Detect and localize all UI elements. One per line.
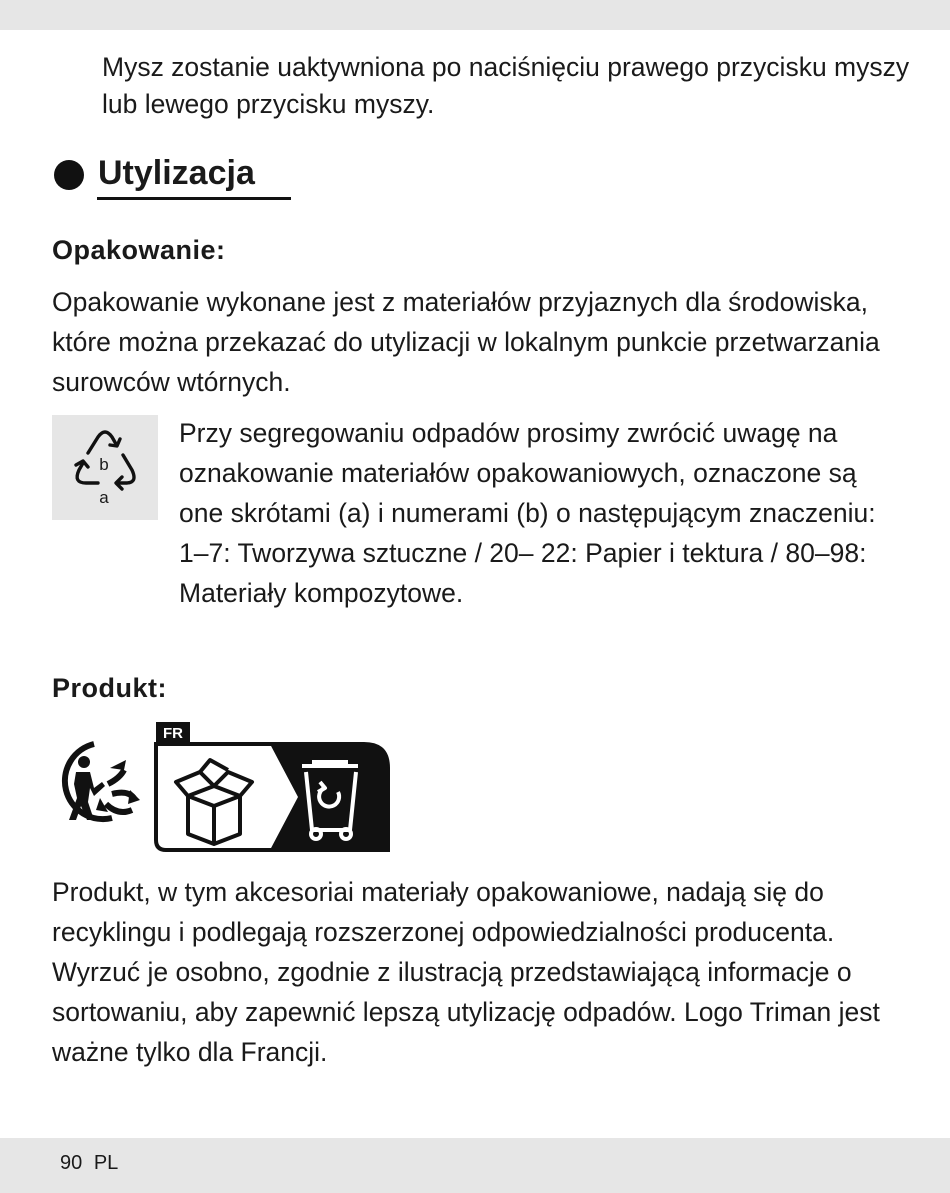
product-paragraph: Produkt, w tym akcesoriai materiały opakowaniowe, nadają się do recyklingu i podlegają rozszerzonej odpowiedzialności producenta. Wyrzuć je osobno, zgodnie z ilustracją przedstawiającą informacje o sortowaniu, aby zapewnić lepszą utylizację odpadów. Logo Triman jest ważne tylko dla Francji. bbox=[52, 877, 880, 1067]
bullet-dot-icon bbox=[54, 160, 84, 190]
sorting-paragraph: Przy segregowaniu odpadów prosimy zwrócić uwagę na oznakowanie materiałów opakowaniowych, oznaczone są one skrótami (a) i numerami (b) o następującym znaczeniu: 1–7: Tworzywa sztuczne / 20– 22: Papier i tektura / 80–98: Materiały kompozytowe. bbox=[179, 418, 876, 608]
section-title: Utylizacja bbox=[98, 154, 255, 192]
product-heading: Produkt: bbox=[52, 673, 167, 703]
page-number: 90 bbox=[60, 1152, 83, 1174]
packaging-heading: Opakowanie: bbox=[52, 235, 226, 265]
intro-paragraph: Mysz zostanie uaktywniona po naciśnięciu prawego przycisku myszy lub lewego przycisku myszy. bbox=[102, 52, 910, 119]
page-footer bbox=[60, 1152, 118, 1175]
section-title-underline bbox=[97, 197, 291, 200]
packaging-paragraph: Opakowanie wykonane jest z materiałów przyjaznych dla środowiska, które można przekazać do utylizacji w lokalnym punkcie przetwarzania surowców wtórnych. bbox=[52, 287, 880, 397]
triman-logo-icon bbox=[50, 738, 144, 833]
top-band bbox=[0, 0, 950, 30]
footer-band bbox=[0, 1138, 950, 1193]
recycling-code-a-label: a bbox=[99, 488, 109, 507]
recycling-code-b-label: b bbox=[99, 455, 109, 474]
sorting-info-logo bbox=[152, 722, 392, 859]
country-label-fr: FR bbox=[163, 725, 183, 742]
language-code: PL bbox=[93, 1152, 119, 1174]
